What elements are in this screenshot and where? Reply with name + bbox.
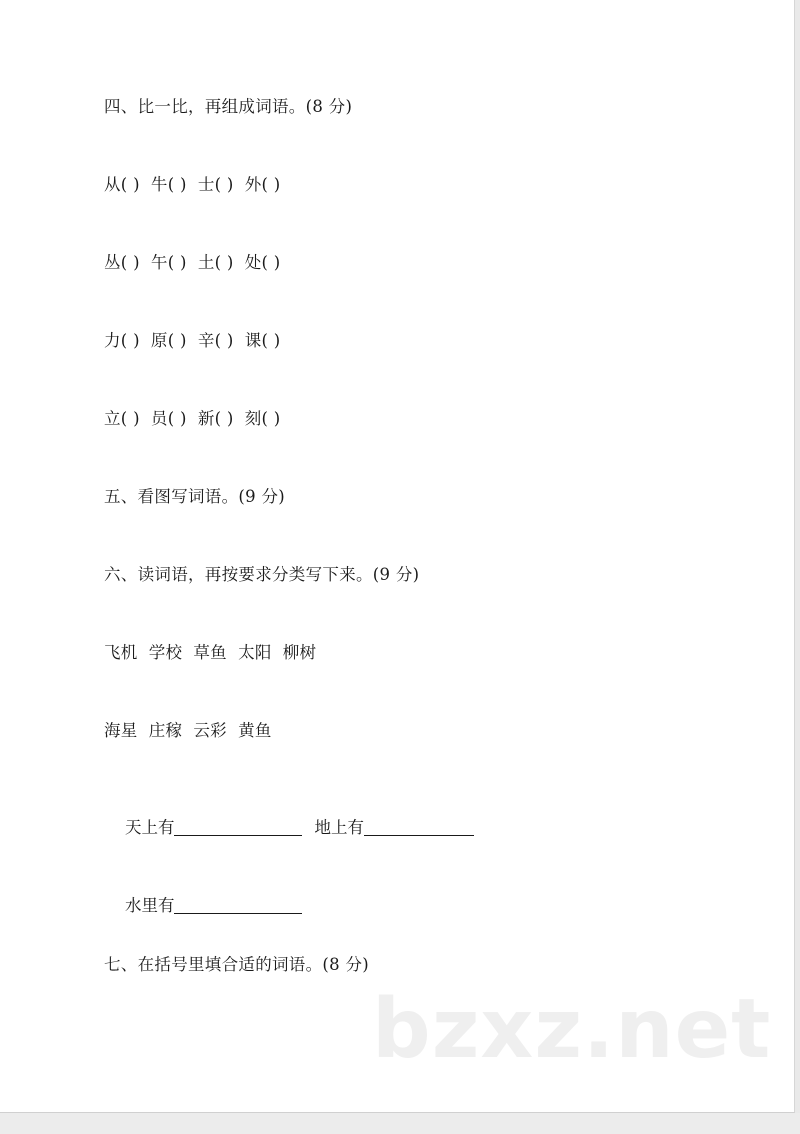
question-6-heading: 六、读词语，再按要求分类写下来。(9 分) [104,565,420,584]
sky-answer-blank[interactable] [174,819,302,836]
ground-label: 地上有 [314,818,364,837]
question-6-answer-row-2 [104,873,302,935]
question-4-row-4: 立( ) 员( ) 新( ) 刻( ) [104,409,281,428]
water-label: 水里有 [124,896,175,915]
question-6-answer-row-1 [104,795,474,857]
site-watermark: bzxz.net [372,982,772,1077]
question-4-row-3: 力( ) 原( ) 辛( ) 课( ) [104,331,281,350]
question-6-words-row-2: 海星 庄稼 云彩 黄鱼 [104,721,272,740]
water-answer-blank[interactable] [174,897,302,914]
question-4-row-2: 丛( ) 午( ) 土( ) 处( ) [104,253,281,272]
question-4-row-1: 从( ) 牛( ) 士( ) 外( ) [104,175,281,194]
page-gap [0,1113,800,1134]
question-6-words-row-1: 飞机 学校 草鱼 太阳 柳树 [104,643,317,662]
question-7-heading: 七、在括号里填合适的词语。(8 分) [104,955,370,974]
question-4-heading: 四、比一比，再组成词语。(8 分) [104,97,353,116]
ground-answer-blank[interactable] [364,819,474,836]
question-5-heading: 五、看图写词语。(9 分) [104,487,286,506]
sky-label: 天上有 [124,818,175,837]
